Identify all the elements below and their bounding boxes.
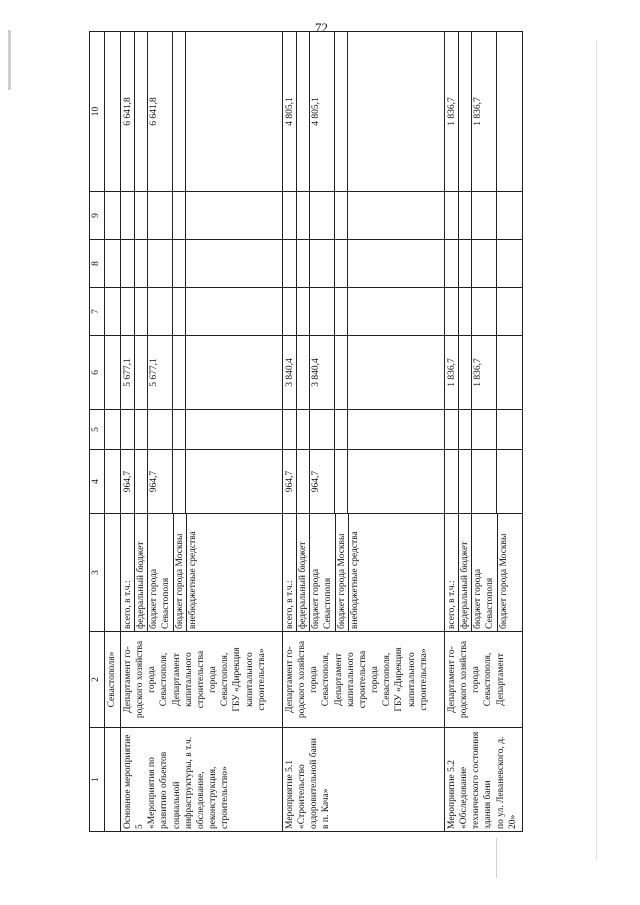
value: 5 677,1 [123, 358, 133, 387]
value: 3 840,4 [285, 358, 295, 387]
col-header-2: 2 [90, 632, 105, 728]
executor-cell-line: города [471, 666, 482, 693]
value [496, 32, 509, 191]
value [458, 32, 471, 191]
value [147, 288, 172, 335]
executor-cell-line: Департамент го- [447, 646, 457, 713]
executor-cell-line: Севастополя, [159, 652, 170, 707]
measure-name-cell-line: «Мероприятия по [147, 757, 158, 829]
value [471, 288, 496, 335]
measure-name-cell-line: Мероприятие 5.2 [447, 759, 457, 829]
measure-name-cell-line: «Строительство [297, 764, 308, 829]
value-cell-c5 [283, 410, 445, 450]
funding-source: внебюджетные средства [348, 514, 361, 631]
value [296, 288, 309, 335]
value [296, 192, 309, 239]
value-cell-c9 [445, 192, 523, 240]
value [185, 240, 198, 287]
value-cell-c7 [121, 288, 283, 336]
funding-source: всего, в т.ч.: [123, 580, 133, 629]
value-cell-c4 [121, 450, 283, 514]
funding-source: всего, в т.ч.: [285, 580, 295, 629]
measure-name-cell [283, 728, 445, 832]
value [296, 32, 309, 191]
value-cell-c6 [283, 336, 445, 410]
value [172, 410, 185, 449]
value-cell-c7 [283, 288, 445, 336]
value [458, 336, 471, 409]
value-cell-c10 [283, 32, 445, 192]
value [172, 240, 185, 287]
value [185, 410, 198, 449]
value [347, 240, 360, 287]
table-row [283, 32, 445, 832]
value [458, 450, 471, 513]
value: 1 836,7 [447, 358, 457, 387]
value [446, 288, 458, 335]
executor-cell-line: города [370, 666, 381, 693]
measure-name-cell-line: строительство» [220, 766, 231, 829]
measure-name-cell-line: Мероприятие 5.1 [285, 759, 295, 829]
col-header-1: 1 [90, 728, 105, 832]
funding-source: бюджет города Севастополя [147, 514, 172, 631]
value [284, 192, 296, 239]
value [471, 192, 496, 239]
col-header-3: 3 [90, 514, 105, 632]
value [334, 410, 347, 449]
executor-cell-line: Севастополя, [220, 652, 231, 707]
executor-cell-line: родского хозяйства [135, 640, 146, 719]
value [284, 240, 296, 287]
value [334, 450, 347, 513]
measure-name-cell [121, 728, 283, 832]
value [296, 336, 309, 409]
value [185, 32, 198, 191]
value-cell-c10 [121, 32, 283, 192]
value [147, 240, 172, 287]
col-header-5: 5 [90, 410, 105, 450]
funding-source: всего, в т.ч.: [447, 580, 457, 629]
value [172, 450, 185, 513]
value: 1 836,7 [447, 97, 457, 126]
funding-source: федеральный бюджет [296, 514, 309, 631]
value [458, 288, 471, 335]
executor-cell-line: строительства» [256, 648, 267, 711]
funding-source: федеральный бюджет [458, 514, 471, 631]
executor-cell-line: строительства» [418, 648, 429, 711]
value [446, 192, 458, 239]
measure-name-cell-line: по ул. Леваневского, д. 20» [495, 736, 518, 829]
continuation-row [105, 32, 121, 832]
value-cell-c10 [445, 32, 523, 192]
col-header-9: 9 [90, 192, 105, 240]
funding-sources-cell [121, 514, 283, 632]
value [122, 240, 134, 287]
executor-cell-line: строительства [195, 650, 206, 709]
value [496, 450, 509, 513]
value [296, 410, 309, 449]
funding-source: бюджет города Москвы [497, 514, 510, 631]
value: 964,7 [285, 470, 295, 493]
value [134, 240, 147, 287]
value: 6 641,8 [147, 32, 172, 191]
executor-cell-line: ГБУ «Дирекция [232, 647, 243, 712]
value-cell-c6 [445, 336, 523, 410]
executor-cell-line: города [208, 666, 219, 693]
value [147, 192, 172, 239]
executor-cell-line: Департамент [171, 653, 182, 706]
value: 1 836,7 [471, 336, 496, 409]
value-cell-c4 [445, 450, 523, 514]
budget-table [89, 31, 523, 832]
table-row [445, 32, 523, 832]
executor-cell [283, 632, 445, 728]
value [134, 336, 147, 409]
value [284, 288, 296, 335]
executor-cell-line: капитального [183, 652, 194, 707]
value [458, 240, 471, 287]
measure-name-cell-line: технического состояния [471, 731, 482, 829]
value [334, 192, 347, 239]
measure-name-cell-line: «Обследование [459, 766, 470, 829]
executor-cell-line: капитального [406, 652, 417, 707]
value [347, 410, 360, 449]
value [496, 192, 509, 239]
value [471, 410, 496, 449]
value [185, 336, 198, 409]
scan-edge-mark [8, 30, 11, 90]
value [134, 450, 147, 513]
executor-cell-line: родского хозяйства [297, 640, 308, 719]
value [172, 288, 185, 335]
value [334, 240, 347, 287]
column-number-row [90, 32, 105, 832]
value [172, 336, 185, 409]
value-cell-c5 [445, 410, 523, 450]
value [309, 192, 334, 239]
value [347, 288, 360, 335]
col-header-4: 4 [90, 450, 105, 514]
executor-cell-line: города [309, 666, 320, 693]
value [496, 336, 509, 409]
value [347, 450, 360, 513]
value [334, 288, 347, 335]
value [347, 336, 360, 409]
measure-name-cell-line: обследование, [195, 771, 206, 829]
executor-cell-line: строительства [357, 650, 368, 709]
value: 4 805,1 [309, 32, 334, 191]
funding-source: бюджет города Севастополя [309, 514, 334, 631]
measure-name-cell-line: в п. Кача» [321, 788, 332, 829]
value [496, 288, 509, 335]
page-number: 72 [315, 20, 328, 35]
value [296, 450, 309, 513]
value [185, 192, 198, 239]
measure-name-cell-line: развитию объектов [159, 751, 170, 829]
value [496, 240, 509, 287]
funding-source: бюджет города Москвы [335, 514, 348, 631]
col-header-8: 8 [90, 240, 105, 288]
col-header-6: 6 [90, 336, 105, 410]
executor-cell [445, 632, 523, 728]
value-cell-c8 [445, 240, 523, 288]
executor-cell-line: Департамент [495, 653, 506, 706]
executor-cell-line: Севастополя, [321, 652, 332, 707]
executor-cell-line: Департамент го- [285, 646, 295, 713]
value-cell-c7 [445, 288, 523, 336]
value: 964,7 [123, 470, 133, 493]
rotated-table-container [89, 32, 599, 832]
table-row [121, 32, 283, 832]
measure-name-cell-line: оздоровительной бани [309, 738, 320, 829]
scan-edge-mark [496, 838, 497, 878]
value [496, 410, 509, 449]
value-cell-c8 [121, 240, 283, 288]
funding-sources-cell [445, 514, 523, 632]
value [309, 410, 334, 449]
value [122, 192, 134, 239]
value [309, 240, 334, 287]
value [134, 288, 147, 335]
value [134, 192, 147, 239]
value [446, 450, 458, 513]
value-cell-c6 [121, 336, 283, 410]
executor-cell-line: Севастополя, [483, 652, 494, 707]
value [134, 410, 147, 449]
value [284, 410, 296, 449]
value [185, 450, 198, 513]
value [471, 450, 496, 513]
value [334, 32, 347, 191]
value: 4 805,1 [285, 97, 295, 126]
value: 964,7 [309, 450, 334, 513]
executor-cell-line: родского хозяйства [459, 640, 470, 719]
value-cell-c8 [283, 240, 445, 288]
value [122, 288, 134, 335]
measure-name-cell-line: реконструкция, [208, 766, 219, 829]
value [134, 32, 147, 191]
continuation-text: Севастополя» [105, 632, 121, 728]
funding-sources-cell [283, 514, 445, 632]
value [309, 288, 334, 335]
funding-source: внебюджетные средства [186, 514, 199, 631]
value-cell-c9 [283, 192, 445, 240]
value: 3 840,4 [309, 336, 334, 409]
executor-cell-line: Департамент го- [123, 646, 133, 713]
value-cell-c9 [121, 192, 283, 240]
measure-name-cell-line: Основное мероприятие 5 [123, 734, 146, 829]
executor-cell-line: Департамент [333, 653, 344, 706]
value [458, 192, 471, 239]
value: 5 677,1 [147, 336, 172, 409]
executor-cell-line: Севастополя, [382, 652, 393, 707]
value [147, 410, 172, 449]
executor-cell [121, 632, 283, 728]
col-header-7: 7 [90, 288, 105, 336]
funding-source: федеральный бюджет [134, 514, 147, 631]
value-cell-c4 [283, 450, 445, 514]
col-header-10: 10 [90, 32, 105, 192]
value: 964,7 [147, 450, 172, 513]
executor-cell-line: капитального [345, 652, 356, 707]
measure-name-cell-line: социальной [171, 781, 182, 829]
executor-cell-line: города [147, 666, 158, 693]
value [446, 240, 458, 287]
measure-name-cell-line: инфраструктуры, в т.ч. [183, 736, 194, 829]
value [122, 410, 134, 449]
value [296, 240, 309, 287]
value [458, 410, 471, 449]
value [446, 410, 458, 449]
value [347, 192, 360, 239]
value [172, 32, 185, 191]
measure-name-cell-line: здания бани [483, 780, 494, 829]
value [347, 32, 360, 191]
measure-name-cell [445, 728, 523, 832]
value [185, 288, 198, 335]
value-cell-c5 [121, 410, 283, 450]
value [471, 240, 496, 287]
value [334, 336, 347, 409]
value: 6 641,8 [123, 97, 133, 126]
funding-source: бюджет города Севастополя [471, 514, 496, 631]
funding-source: бюджет города Москвы [173, 514, 186, 631]
value [172, 192, 185, 239]
executor-cell-line: капитального [244, 652, 255, 707]
executor-cell-line: ГБУ «Дирекция [394, 647, 405, 712]
value: 1 836,7 [471, 32, 496, 191]
